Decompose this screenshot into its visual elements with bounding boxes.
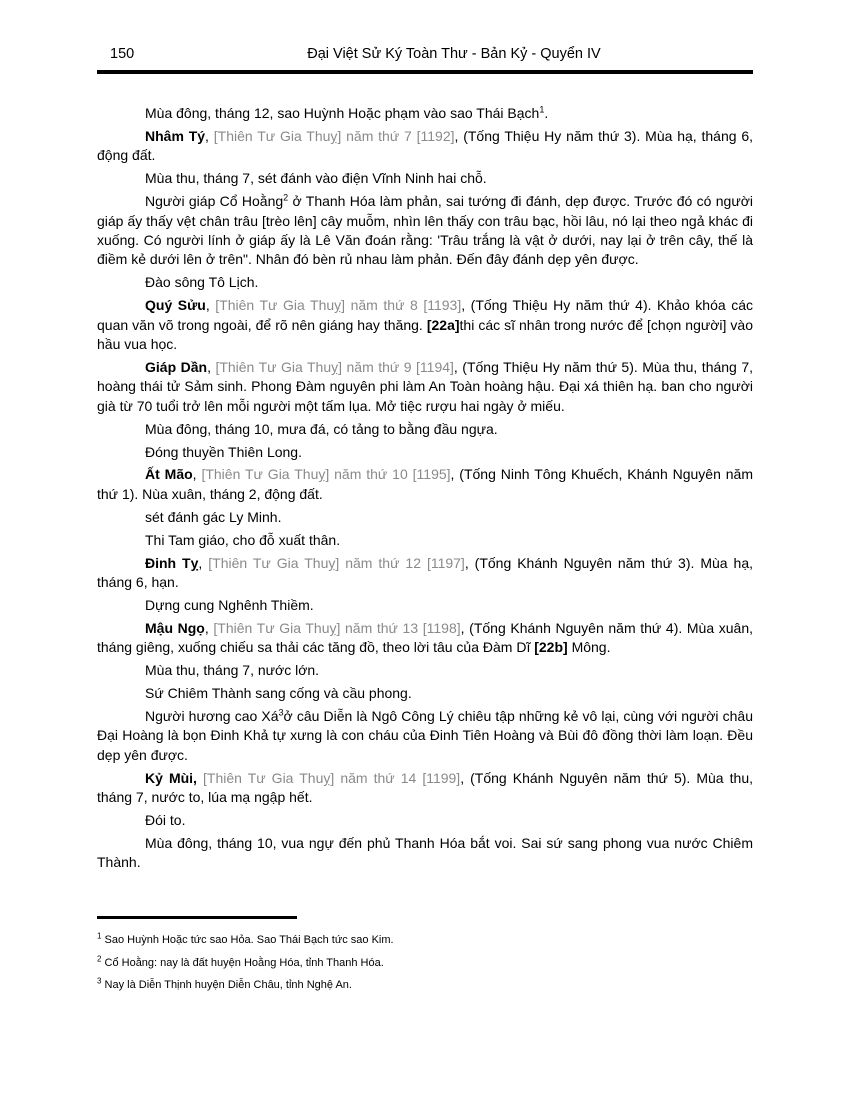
text-run: Người giáp Cổ Hoằng	[145, 193, 284, 210]
paragraph	[97, 127, 753, 166]
era-reign-title: [Thiên Tư Gia Thuỵ] năm thứ 13 [1198]	[213, 619, 461, 636]
text-run: , (Tống Thiệu Hy năm thứ 3). Mùa hạ, tháng 6, động đất.	[97, 127, 753, 164]
text-run: Mùa thu, tháng 7, nước lớn.	[145, 662, 320, 679]
footnote-text: Sao Huỳnh Hoặc tức sao Hỏa. Sao Thái Bạch tức sao Kim.	[101, 934, 394, 946]
text-run: Sứ Chiêm Thành sang cống và cầu phong.	[145, 684, 412, 701]
text-run: thi các sĩ nhân trong nước để [chọn người] vào hầu vua học.	[97, 316, 753, 352]
era-name: Ất Mão	[145, 466, 193, 483]
footnote	[97, 978, 753, 992]
text-run: Đào sông Tô Lịch.	[145, 274, 259, 291]
paragraph	[97, 443, 753, 462]
paragraph	[97, 296, 753, 354]
text-run: Dựng cung Nghênh Thiềm.	[145, 596, 314, 613]
running-title: Đại Việt Sử Ký Toàn Thư - Bản Kỷ - Quyển IV	[307, 46, 601, 62]
text-run: ,	[192, 466, 202, 483]
paragraph	[97, 273, 753, 292]
folio-marker: [22b]	[534, 639, 568, 656]
page-header	[97, 46, 753, 65]
paragraph	[97, 104, 753, 123]
paragraph	[97, 684, 753, 703]
paragraph	[97, 769, 753, 808]
era-name: Kỷ Mùi,	[145, 769, 197, 786]
paragraph	[97, 508, 753, 527]
paragraph	[97, 661, 753, 680]
paragraph	[97, 811, 753, 830]
text-run: ,	[198, 554, 209, 571]
footnote	[97, 933, 753, 947]
text-run: ,	[205, 297, 216, 314]
era-name: Quý Sửu	[145, 297, 206, 314]
text-run: , (Tống Khánh Nguyên năm thứ 5). Mùa thu, tháng 7, nước to, lúa mạ ngập hết.	[97, 769, 753, 805]
footnote	[97, 953, 753, 970]
page-number: 150	[110, 46, 135, 62]
paragraph	[97, 465, 753, 504]
text-run: Đóng thuyền Thiên Long.	[145, 443, 302, 460]
text-run: .	[544, 105, 549, 121]
footnote-marker: 1	[97, 931, 102, 941]
text-run: sét đánh gác Ly Minh.	[145, 508, 282, 525]
text-run: , (Tống Khánh Nguyên năm thứ 3). Mùa hạ, tháng 6, hạn.	[97, 554, 753, 590]
era-reign-title: [Thiên Tư Gia Thuỵ] năm thứ 14 [1199]	[203, 769, 461, 786]
era-name: Đinh Tỵ	[145, 554, 199, 571]
paragraph	[97, 192, 753, 270]
era-reign-title: [Thiên Tư Gia Thuỵ] năm thứ 8 [1193]	[215, 297, 462, 314]
footnote-ref: 2	[283, 192, 289, 203]
text-run: , (Tống Thiệu Hy năm thứ 5). Mùa thu, tháng 7, hoàng thái tử Sảm sinh. Phong Đàm nguyên phi làm An Toàn hoàng hậu. Đại xá thiên hạ. ban cho người già từ 70 tuổi trở lên mỗi người một tấm lụa. Mở tiệc rượu hai ngày ở miếu.	[97, 358, 753, 414]
paragraph	[97, 531, 753, 550]
text-run: Mùa đông, tháng 10, vua ngự đến phủ Thanh Hóa bắt voi. Sai sứ sang phong vua nước Chiêm Thành.	[97, 834, 753, 871]
era-reign-title: [Thiên Tư Gia Thuỵ] năm thứ 9 [1194]	[215, 358, 454, 375]
footnote-separator-rule	[97, 916, 297, 919]
text-run: Mông.	[567, 639, 611, 656]
paragraph	[97, 358, 753, 416]
text-run: Đói to.	[145, 811, 186, 828]
paragraph	[97, 169, 753, 188]
paragraph	[97, 554, 753, 593]
text-run: Mùa thu, tháng 7, sét đánh vào điện Vĩnh Ninh hai chỗ.	[145, 170, 487, 187]
text-run: , (Tống Thiệu Hy năm thứ 4). Khảo khóa các quan văn võ trong ngoài, để rõ nên giáng hay thăng.	[97, 297, 753, 333]
footnotes-section	[97, 916, 753, 1001]
text-run: , (Tống Ninh Tông Khuếch, Khánh Nguyên năm thứ 1). Nùa xuân, tháng 2, động đất.	[97, 466, 753, 502]
footnote-ref: 1	[539, 104, 545, 115]
footnote-text: Nay là Diễn Thịnh huyện Diễn Châu, tỉnh Nghệ An.	[101, 979, 352, 991]
text-run: , (Tống Khánh Nguyên năm thứ 4). Mùa xuân, tháng giêng, xuống chiếu sa thải các tăng đồ, theo lời tâu của Đàm Dĩ	[97, 619, 753, 656]
paragraphs	[97, 104, 753, 873]
paragraph	[97, 834, 753, 873]
era-reign-title: [Thiên Tư Gia Thuỵ] năm thứ 7 [1192]	[213, 127, 455, 144]
footnotes-list	[97, 933, 753, 992]
era-reign-title: [Thiên Tư Gia Thuỵ] năm thứ 12 [1197]	[208, 554, 465, 571]
text-run: Mùa đông, tháng 10, mưa đá, có tảng to bằng đầu ngựa.	[145, 420, 498, 437]
text-run: Người hương cao Xá	[145, 707, 279, 724]
paragraph	[97, 596, 753, 615]
text-run: ở câu Diễn là Ngô Công Lý chiêu tập những kẻ vô lại, cùng với người châu Đại Hoàng là bọn Đinh Khả tự xưng là con cháu của Đinh Tiên Hoàng và Bùi đô đồng thời làm loạn. Đều dẹp yên được.	[97, 707, 753, 763]
text-run: ,	[205, 127, 214, 144]
footnote-marker: 3	[97, 976, 102, 986]
footnote-text: Cổ Hoằng: nay là đất huyện Hoằng Hóa, tỉnh Thanh Hóa.	[101, 956, 384, 969]
text-run: ,	[207, 358, 216, 375]
text-run: Mùa đông, tháng 12, sao Huỳnh Hoặc phạm vào sao Thái Bạch	[145, 105, 540, 121]
paragraph	[97, 420, 753, 439]
footnote-ref: 3	[278, 707, 284, 718]
paragraph	[97, 619, 753, 658]
footnote-marker: 2	[97, 953, 102, 963]
folio-marker: [22a]	[426, 316, 460, 333]
text-run: Thi Tam giáo, cho đỗ xuất thân.	[145, 531, 341, 548]
era-reign-title: [Thiên Tư Gia Thuỵ] năm thứ 10 [1195]	[201, 466, 451, 483]
text-run: ở Thanh Hóa làm phản, sai tướng đi đánh, dẹp được. Trước đó có người giáp ấy thấy vệt chân trâu [trèo lên] cây muỗm, nhìn lên thấy con trâu bạc, hồi lâu, nó lại theo ngả khác đi xuống. Có người lính ở giáp ấy là Lê Văn đoán rằng: 'Trâu trắng là vật ở dưới, nay lại ở trên cây, thế là điềm kẻ dưới lên ở trên". Nhân đó bèn rủ nhau làm phản. Đến đây đánh dẹp yên được.	[97, 193, 753, 268]
era-name: Giáp Dần	[145, 358, 208, 375]
paragraph	[97, 707, 753, 765]
era-name: Nhâm Tý	[145, 127, 206, 144]
header-rule	[97, 70, 753, 74]
era-name: Mậu Ngọ	[145, 619, 205, 636]
text-run: ,	[204, 619, 214, 636]
